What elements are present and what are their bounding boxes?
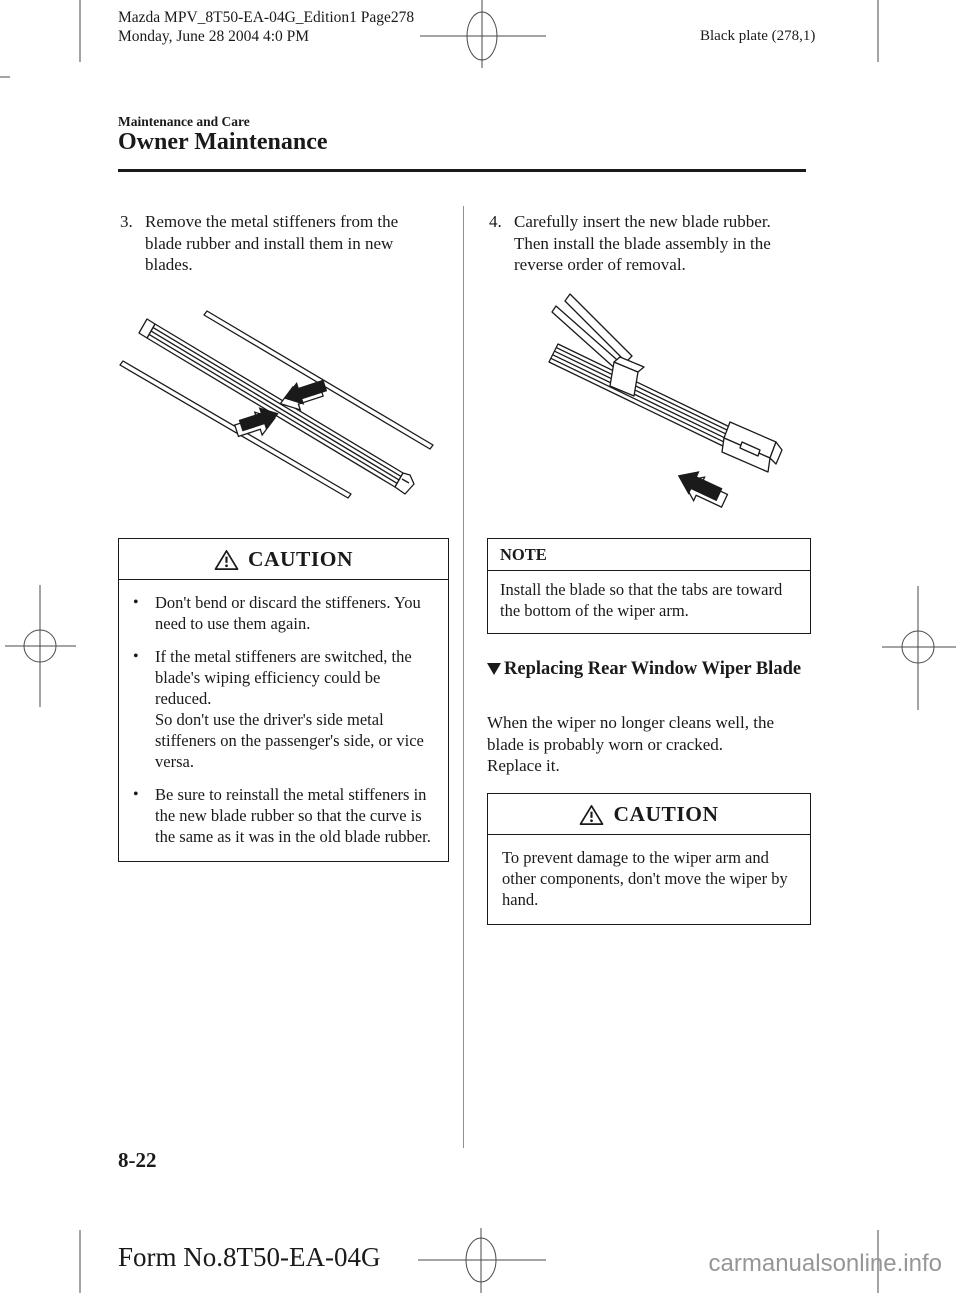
step-number: 4. [489,212,502,231]
figure-blade-assembly [540,292,830,522]
step-text: Remove the metal stiffeners from the blade rubber and install them in new blades. [145,212,399,274]
page-number: 8-22 [118,1148,157,1172]
blade-body [549,344,736,448]
caution-body [119,580,448,861]
plate-label: Black plate (278,1) [700,28,816,44]
step-item-3 [120,211,422,276]
chapter-kicker: Maintenance and Care [118,114,250,129]
caution-header [119,539,448,580]
caution-title: CAUTION [247,547,354,571]
rear-wiper-paragraph: When the wiper no longer cleans well, the blade is probably worn or cracked. Replace it. [487,713,775,775]
list-item: • Be sure to reinstall the metal stiffeners in the new blade rubber so that the curve is the same as it was in the old blade rubber. [133,785,431,846]
page-title: Owner Maintenance [118,129,328,155]
list-item: • If the metal stiffeners are switched, the blade's wiping efficiency could be reduced. So don't use the driver's side metal stiffeners on the passenger's side, or vice versa. [133,647,424,771]
bullet-icon: • [133,594,139,611]
step-item-4 [489,211,799,276]
document-ref: Mazda MPV_8T50-EA-04G_Edition1 Page278 [118,9,415,26]
caution-box-wiper-arm [487,793,811,925]
bullet-icon: • [133,648,139,665]
note-body: Install the blade so that the tabs are toward the bottom of the wiper arm. [500,580,783,620]
section-heading-text: Replacing Rear Window Wiper Blade [504,659,802,679]
caution-title: CAUTION [613,802,719,826]
watermark: carmanualsonline.info [708,1250,942,1277]
note-title: NOTE [488,539,810,571]
form-number: Form No.8T50-EA-04G [118,1242,381,1272]
print-header [118,8,414,46]
step-text: Carefully insert the new blade rubber. Then install the blade assembly in the reverse order of removal. [514,212,771,274]
print-timestamp: Monday, June 28 2004 4:0 PM [118,28,310,45]
arrow-up-left-icon [672,464,730,513]
bullet-icon: • [133,786,139,803]
warning-triangle-icon [214,549,239,571]
section-heading-rear-wiper [487,658,809,681]
caution-body: To prevent damage to the wiper arm and other components, don't move the wiper by hand. [502,848,788,909]
warning-triangle-icon [579,804,604,826]
step-number: 3. [120,212,133,231]
figure-blade-stiffeners [115,293,455,521]
caution-box-stiffeners [118,538,449,862]
triangle-marker-icon [487,663,501,675]
note-box [487,538,811,634]
list-item: • Don't bend or discard the stiffeners. You need to use them again. [133,593,421,633]
title-rule [118,169,806,172]
column-divider [463,206,464,1148]
caution-header [488,794,810,835]
